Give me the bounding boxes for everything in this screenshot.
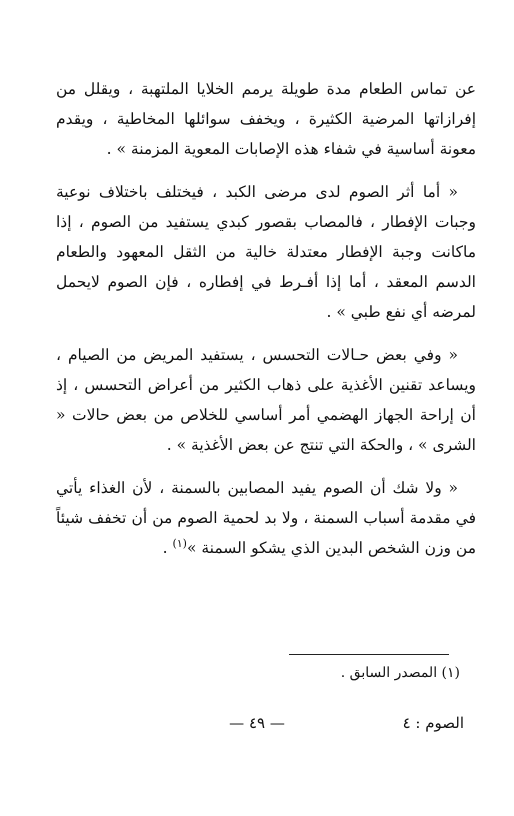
page-number: — ٤٩ —: [229, 714, 285, 732]
paragraph-3: [56, 340, 476, 460]
body-text: [56, 74, 476, 576]
footnote-marker: (١): [172, 536, 187, 550]
paragraph-4: [56, 473, 476, 563]
paragraph-2-text: « أما أثر الصوم لدى مرضى الكبد ، فيختلف باختلاف نوعية وجبات الإفطار ، فالمصاب بقصور كبدي يستفيد من الصوم ، إذا ماكانت وجبة الإفطار معتدلة خالية من الثقل المعهود والطعام الدسم المعقد ، أما إذا أفـرط في إفطاره ، فإن الصوم لايحمل لمرضه أي نفع طبي » .: [56, 183, 476, 321]
footnote-divider: [289, 654, 449, 655]
paragraph-2: [56, 177, 476, 327]
paragraph-1-text: عن تماس الطعام مدة طويلة يرمم الخلايا الملتهبة ، ويقلل من إفرازاتها المرضية الكثيرة ، ويخفف سوائلها المخاطية ، ويقدم معونة أساسية في شفاء هذه الإصابات المعوية المزمنة » .: [56, 80, 476, 158]
footnote: (١) المصدر السابق .: [340, 665, 460, 681]
paragraph-4-text: « ولا شك أن الصوم يفيد المصابين بالسمنة ، لأن الغذاء يأتي في مقدمة أسباب السمنة ، ولا بد لحمية الصوم من أن تخفف شيئاً من وزن الشخص البدين الذي يشكو السمنة »: [56, 479, 476, 557]
paragraph-1: [56, 74, 476, 164]
page-footer: [50, 708, 464, 738]
section-label: الصوم : ٤: [402, 714, 464, 732]
paragraph-4-trailing: .: [162, 539, 173, 557]
paragraph-3-text: « وفي بعض حـالات التحسس ، يستفيد المريض من الصيام ، ويساعد تقنين الأغذية على ذهاب الكثير من أعراض التحسس ، إذ أن إراحة الجهاز الهضمي أمر أساسي للخلاص من بعض حالات « الشرى » ، والحكة التي تنتج عن بعض الأغذية » .: [56, 346, 476, 454]
